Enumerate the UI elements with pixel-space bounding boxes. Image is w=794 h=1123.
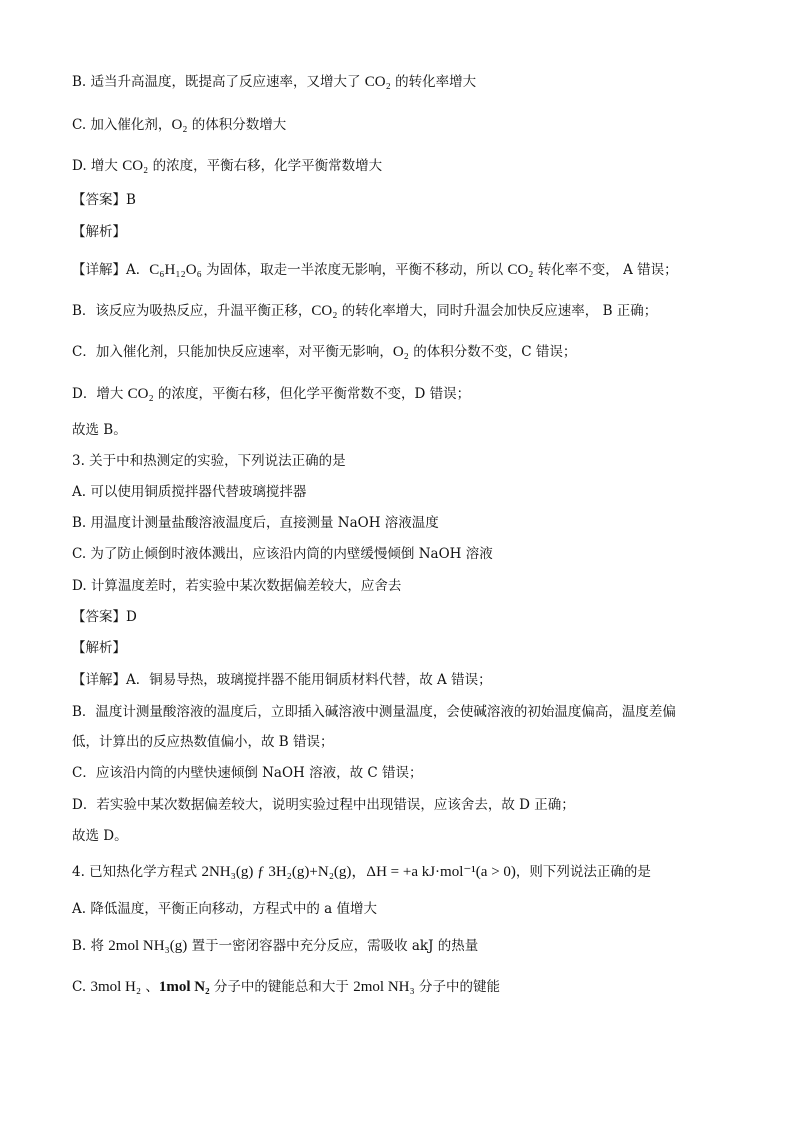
q3-detail-a: 【详解】A．铜易导热，玻璃搅拌器不能用铜质材料代替，故 A 错误； xyxy=(72,672,492,688)
q4-stem: 4. 已知热化学方程式 2NH₃(g) ƒ 3H₂(g)+N₂(g)，ΔH = +a kJ·mol⁻¹(a > 0)，则下列说法正确的是 xyxy=(72,864,651,880)
q2-option-c: C. 加入催化剂，O₂ 的体积分数增大 xyxy=(72,117,287,133)
q2-detail-a: 【详解】A．C₆H₁₂O₆ 为固体，取走一半浓度无影响，平衡不移动，所以 CO₂ 转化率不变， A 错误； xyxy=(72,262,678,278)
q2-option-d: D. 增大 CO₂ 的浓度，平衡右移，化学平衡常数增大 xyxy=(72,158,383,174)
co2-formula: CO₂ xyxy=(364,74,391,90)
co2-formula: CO₂ xyxy=(311,303,338,319)
q3-stem: 3. 关于中和热测定的实验，下列说法正确的是 xyxy=(72,453,346,469)
q2-analysis-label: 【解析】 xyxy=(72,224,126,240)
q3-option-b: B. 用温度计测量盐酸溶液温度后，直接测量 NaOH 溶液温度 xyxy=(72,515,439,531)
co2-formula: CO₂ xyxy=(127,386,154,402)
q3-detail-b-line2: 低，计算出的反应热数值偏小，故 B 错误； xyxy=(72,734,334,750)
q2-conclusion: 故选 B。 xyxy=(72,422,127,438)
q4-option-b: B. 将 2mol NH₃(g) 置于一密闭容器中充分反应，需吸收 akJ 的热量 xyxy=(72,938,479,954)
q4-option-c: C. 3mol H₂ 、1mol N₂ 分子中的键能总和大于 2mol NH₃ 分子中的键能 xyxy=(72,979,501,995)
q2-option-b: B. 适当升高温度，既提高了反应速率，又增大了 CO₂ 的转化率增大 xyxy=(72,74,477,90)
q3-detail-b-line1: B．温度计测量酸溶液的温度后，立即插入碱溶液中测量温度，会使碱溶液的初始温度偏高，温度差偏 xyxy=(72,704,676,720)
glucose-formula: C₆H₁₂O₆ xyxy=(149,262,202,278)
q3-option-a: A. 可以使用铜质搅拌器代替玻璃搅拌器 xyxy=(72,484,307,500)
q3-option-d: D. 计算温度差时，若实验中某次数据偏差较大，应舍去 xyxy=(72,578,402,594)
co2-formula: CO₂ xyxy=(507,262,534,278)
ammonia-amount: 2mol NH₃(g) xyxy=(108,938,188,954)
q2-detail-d: D．增大 CO₂ 的浓度，平衡右移，但化学平衡常数不变，D 错误； xyxy=(72,386,471,402)
o2-formula: O₂ xyxy=(392,344,409,360)
q3-analysis-label: 【解析】 xyxy=(72,640,126,656)
q2-answer: 【答案】B xyxy=(72,192,136,208)
q3-conclusion: 故选 D。 xyxy=(72,828,128,844)
q4-option-a: A. 降低温度，平衡正向移动，方程式中的 a 值增大 xyxy=(72,901,377,917)
ammonia-amount: 2mol NH₃ xyxy=(353,979,415,995)
q2-detail-c: C．加入催化剂，只能加快反应速率，对平衡无影响，O₂ 的体积分数不变，C 错误； xyxy=(72,344,577,360)
hydrogen-amount: 3mol H₂ xyxy=(90,979,142,995)
nitrogen-amount: 1mol N₂ xyxy=(158,979,210,995)
q3-detail-d: D．若实验中某次数据偏差较大，说明实验过程中出现错误，应该舍去，故 D 正确； xyxy=(72,797,575,813)
o2-formula: O₂ xyxy=(171,117,188,133)
thermochemical-equation: 2NH₃(g) ƒ 3H₂(g)+N₂(g)，ΔH = +a kJ·mol⁻¹(a > 0) xyxy=(201,864,516,880)
co2-formula: CO₂ xyxy=(122,158,149,174)
q3-answer: 【答案】D xyxy=(72,609,137,625)
q3-detail-c: C．应该沿内筒的内壁快速倾倒 NaOH 溶液，故 C 错误； xyxy=(72,765,423,781)
q3-option-c: C. 为了防止倾倒时液体溅出，应该沿内筒的内壁缓慢倾倒 NaOH 溶液 xyxy=(72,546,493,562)
q2-detail-b: B．该反应为吸热反应，升温平衡正移，CO₂ 的转化率增大，同时升温会加快反应速率， B 正确； xyxy=(72,303,658,319)
